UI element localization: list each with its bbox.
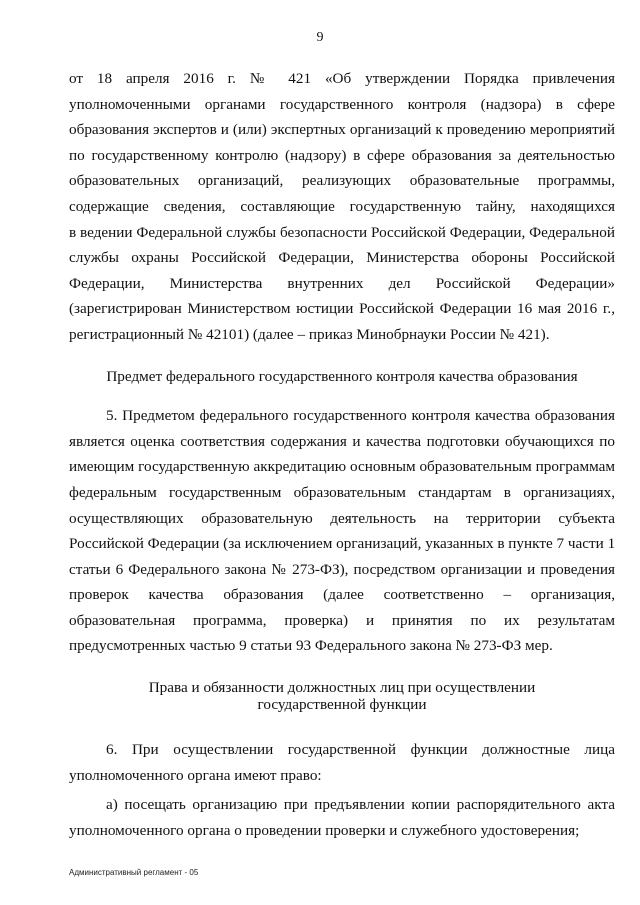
text-line: образовательная программа, проверка) и принятия по их результатам <box>69 611 615 629</box>
text-line: является оценка соответствия содержания и качества подготовки обучающихся по <box>69 432 615 450</box>
text-line: статьи 6 Федерального закона № 273-ФЗ), посредством организации и проведения <box>69 560 615 578</box>
text-line: уполномоченного органа о проведении проверки и служебного удостоверения; <box>69 821 580 839</box>
text-line: федеральным государственным образовательным стандартам в организациях, <box>69 483 615 501</box>
text-line: по государственному контролю (надзору) в сфере образования за деятельностью <box>69 146 615 164</box>
text-line: 5. Предметом федерального государственного контроля качества образования <box>106 407 615 425</box>
paragraph-5 <box>69 403 615 659</box>
text-line: 6. При осуществлении государственной функции должностные лица <box>106 741 615 759</box>
text-line: уполномоченными органами государственного контроля (надзора) в сфере <box>69 95 615 113</box>
text-line: уполномоченного органа имеют право: <box>69 766 322 784</box>
text-line: регистрационный № 42101) (далее – приказ Минобрнауки России № 421). <box>69 325 550 343</box>
text-line: Федерации, Министерства внутренних дел Российской Федерации» <box>69 274 615 292</box>
section-heading-subject: Предмет федерального государственного контроля качества образования <box>106 367 578 385</box>
section-heading-rights-line1: Права и обязанности должностных лиц при осуществлении <box>148 679 536 697</box>
text-line: в ведении Федеральной службы безопасности Российской Федерации, Федеральной <box>69 223 615 241</box>
text-line: осуществляющих образовательную деятельность на территории субъекта <box>69 509 615 527</box>
page-number: 9 <box>316 30 324 45</box>
text-line: Российской Федерации (за исключением организаций, указанных в пункте 7 части 1 <box>69 535 616 553</box>
text-line: проверок качества образования (далее соответственно – организация, <box>69 586 615 604</box>
item-a <box>69 792 615 843</box>
intro-paragraph <box>69 66 615 348</box>
paragraph-6 <box>69 737 615 788</box>
text-line: содержащие сведения, составляющие государственную тайну, находящихся <box>69 197 615 215</box>
text-line: имеющим государственную аккредитацию основным образовательным программам <box>69 458 615 476</box>
text-line: образовательных организаций, реализующих образовательные программы, <box>69 172 615 190</box>
document-body <box>69 66 615 843</box>
text-line: образования экспертов и (или) экспертных организаций к проведению мероприятий <box>69 121 615 139</box>
text-line: а) посещать организацию при предъявлении копии распорядительного акта <box>106 796 615 814</box>
text-line: от 18 апреля 2016 г. № 421 «Об утверждении Порядка привлечения <box>69 70 615 87</box>
text-line: предусмотренных частью 9 статьи 93 Федерального закона № 273-ФЗ мер. <box>69 637 553 655</box>
text-line: (зарегистрирован Министерством юстиции Российской Федерации 16 мая 2016 г., <box>69 300 615 318</box>
section-heading-rights-line2: государственной функции <box>257 696 427 714</box>
section-heading-rights <box>69 679 615 713</box>
footer-label: Административный регламент - 05 <box>69 868 199 877</box>
text-line: службы охраны Российской Федерации, Министерства обороны Российской <box>69 249 615 267</box>
